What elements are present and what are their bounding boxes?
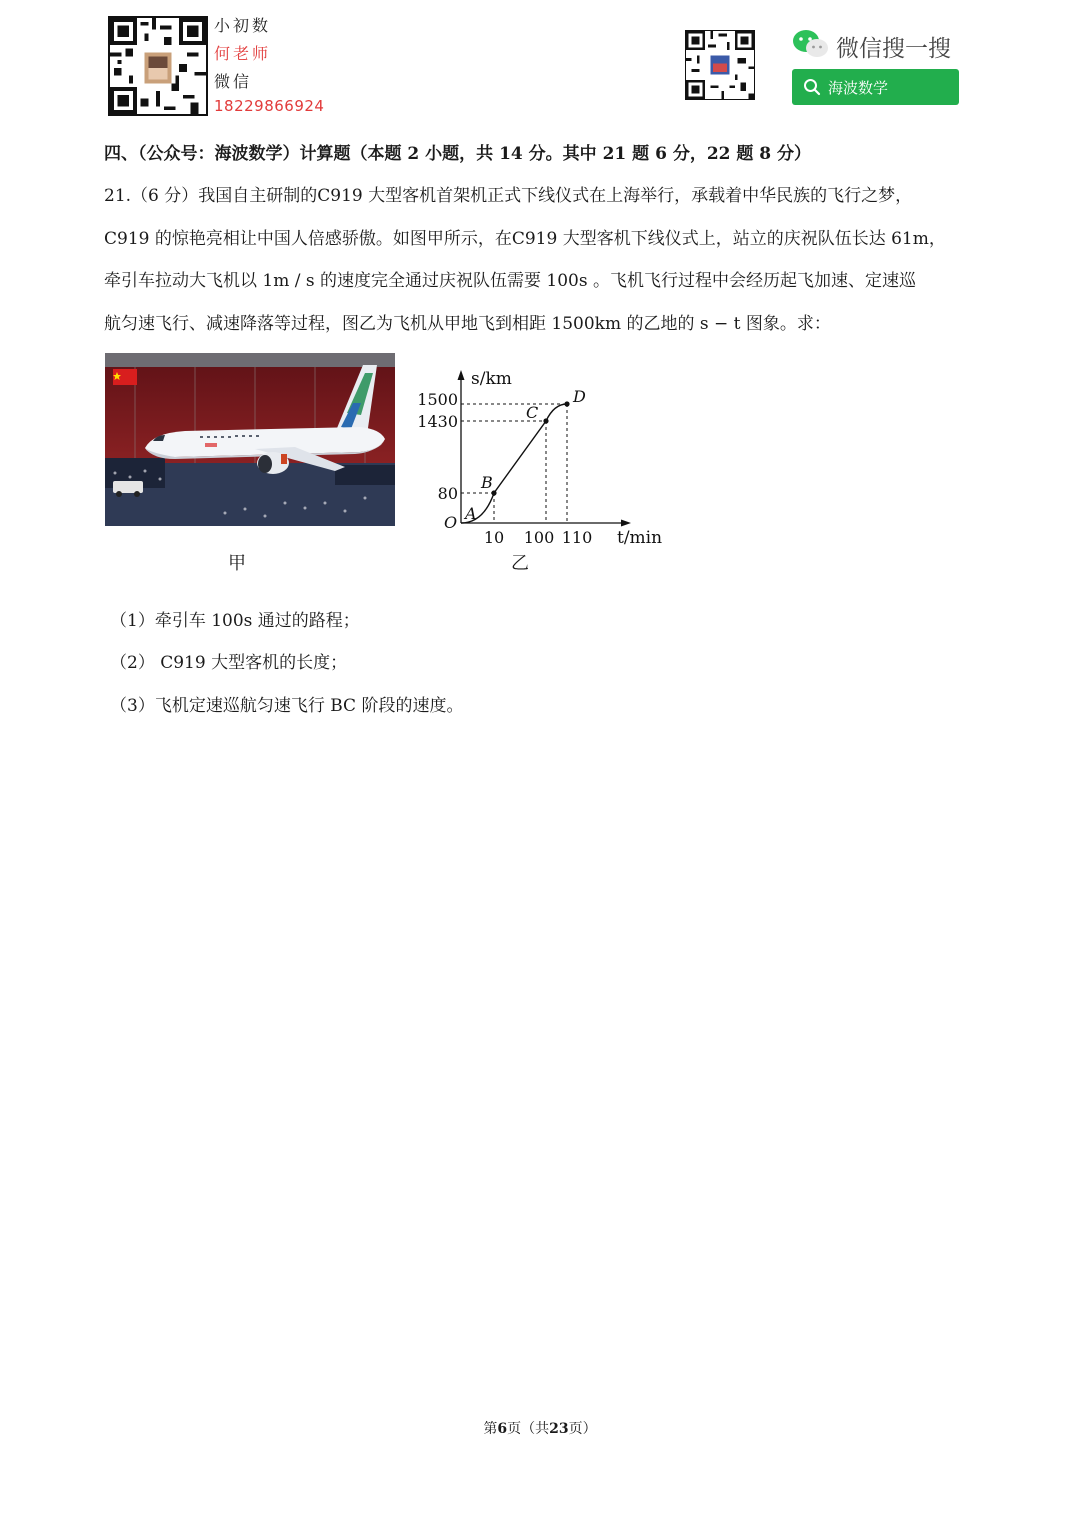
footer-suffix: 页） [568,1421,597,1437]
wechat-search-title: 微信搜一搜 [836,36,951,62]
x-axis-label: t/min [617,528,663,548]
data-point-d [564,401,569,406]
data-point-c [543,418,548,423]
contact-line-1: 小初数 [214,16,272,35]
y-tick-label: 1430 [417,412,458,431]
y-axis-arrow [458,370,465,380]
problem-line-2: C919 的惊艳亮相让中国人倍感骄傲。如图甲所示，在C919 大型客机下线仪式上，站立的庆祝队伍长达 61m， [104,229,946,249]
wechat-search-button[interactable] [792,69,959,105]
origin-label: O [444,513,458,532]
point-label-a: A [465,504,477,523]
contact-line-2: 何老师 [214,44,272,63]
footer-page-number: 6 [497,1421,508,1437]
y-tick-label: 80 [437,484,458,503]
footer-total-pages: 23 [549,1421,569,1437]
question-2: （2） C919 大型客机的长度； [110,653,348,673]
section-title: 四、（公众号：海波数学）计算题（本题 2 小题，共 14 分。其中 21 题 6 分，22 题 8 分） [104,144,812,164]
qr-code-icon [685,30,755,100]
x-axis-arrow [621,520,631,527]
airplane-photo [105,353,395,526]
point-label-c: C [526,403,539,422]
footer-middle: 页（共 [507,1421,550,1437]
x-tick-label: 100 [523,528,555,547]
wechat-logo-icon [792,28,830,60]
problem-line-3: 牵引车拉动大飞机以 1m / s 的速度完全通过庆祝队伍需要 100s 。飞机飞行过程中会经历起飞加速、定速巡 [104,271,916,291]
wechat-search-label: 海波数学 [828,79,889,97]
question-3: （3）飞机定速巡航匀速飞行 BC 阶段的速度。 [110,696,464,716]
x-tick-label: 10 [483,528,505,547]
contact-phone: 18229866924 [214,97,325,115]
point-label-b: B [481,473,493,492]
qr-code-icon [108,16,208,116]
question-1: （1）牵引车 100s 通过的路程； [110,611,360,631]
y-tick-label: 1500 [417,390,458,409]
st-graph [410,360,680,560]
problem-line-4: 航匀速飞行、减速降落等过程，图乙为飞机从甲地飞到相距 1500km 的乙地的 s − t 图象。求： [104,314,831,334]
point-label-d: D [573,387,586,406]
page-footer [0,1418,1080,1438]
search-icon [803,78,821,96]
st-curve [461,404,567,523]
footer-prefix: 第 [483,1421,498,1437]
contact-line-3: 微信 [214,72,253,91]
figure-caption-left: 甲 [228,553,246,574]
y-axis-label: s/km [471,369,512,389]
problem-line-1: 21.（6 分）我国自主研制的C919 大型客机首架机正式下线仪式在上海举行，承载着中华民族的飞行之梦， [104,186,913,206]
x-tick-label: 110 [561,528,593,547]
figure-caption-right: 乙 [511,553,529,574]
